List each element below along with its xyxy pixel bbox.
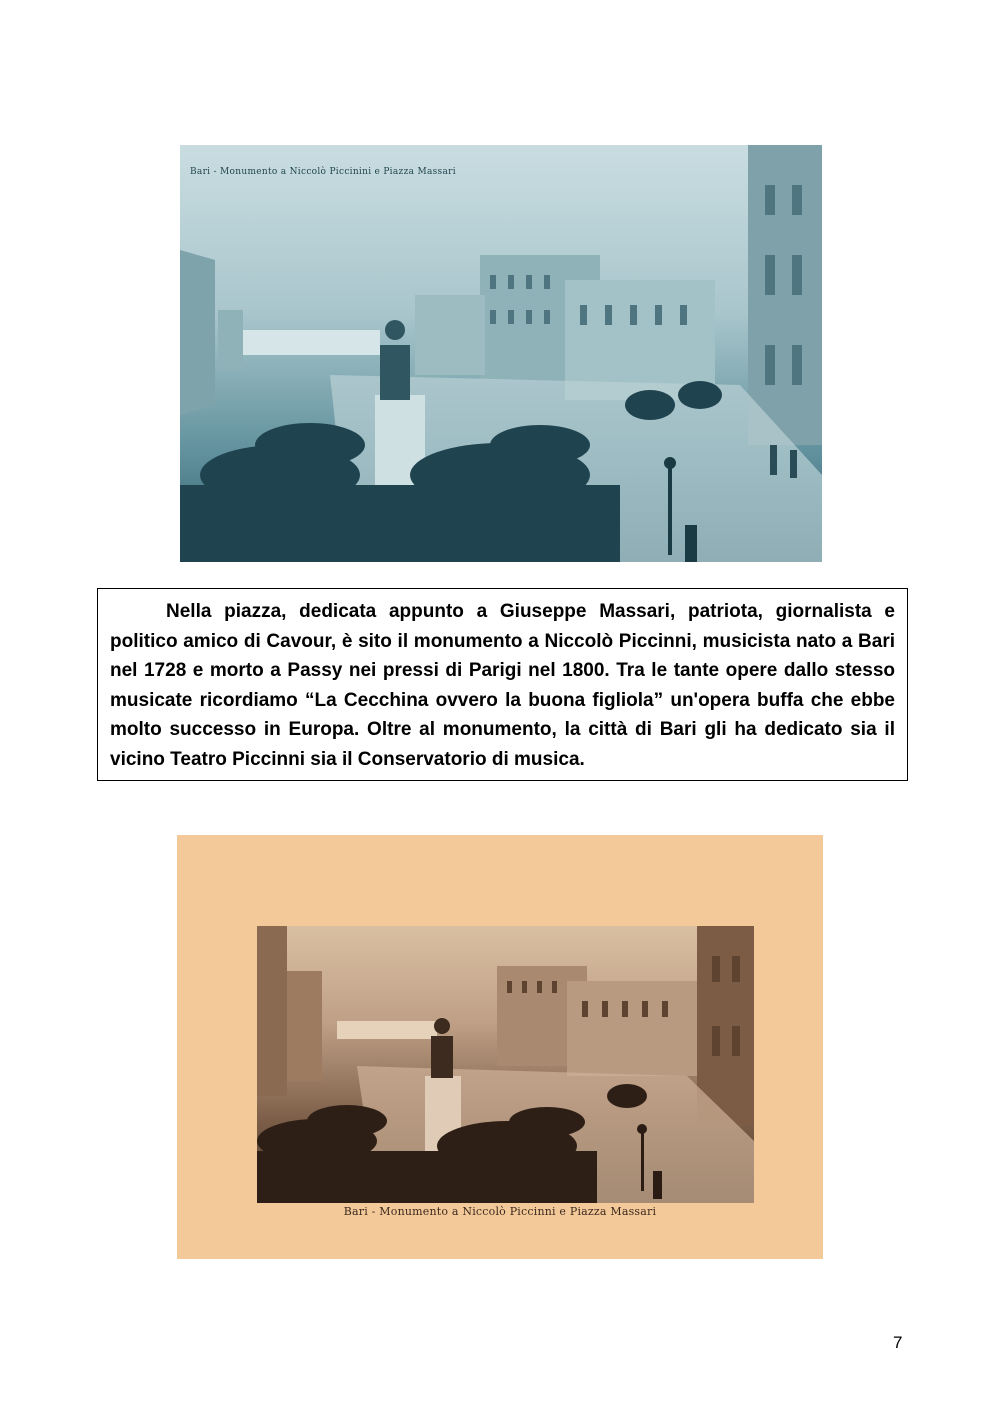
description-box [97,588,908,781]
postcard-photo-blue [180,145,822,562]
postcard-caption: Bari - Monumento a Niccolò Piccinni e Piazza Massari [343,1205,657,1218]
piazza-scene-illustration [180,145,822,562]
postcard-photo-sepia [257,926,754,1203]
piazza-scene-illustration [257,926,754,1203]
page-number: 7 [893,1333,903,1352]
description-paragraph: Nella piazza, dedicata appunto a Giuseppe Massari, patriota, giornalista e politico amico di Cavour, è sito il monumento a Niccolò Piccinni, musicista nato a Bari nel 1728 e morto a Passy nei pressi di Parigi nel 1800. Tra le tante opere dallo stesso musicate ricordiamo “La Cecchina ovvero la buona figliola” un'opera buffa che ebbe molto successo in Europa. Oltre al monumento, la città di Bari gli ha dedicato sia il vicino Teatro Piccinni sia il Conservatorio di musica. [110,601,895,770]
postcard-sepia [177,835,823,1259]
postcard-caption: Bari - Monumento a Niccolò Piccinini e Piazza Massari [190,167,456,177]
